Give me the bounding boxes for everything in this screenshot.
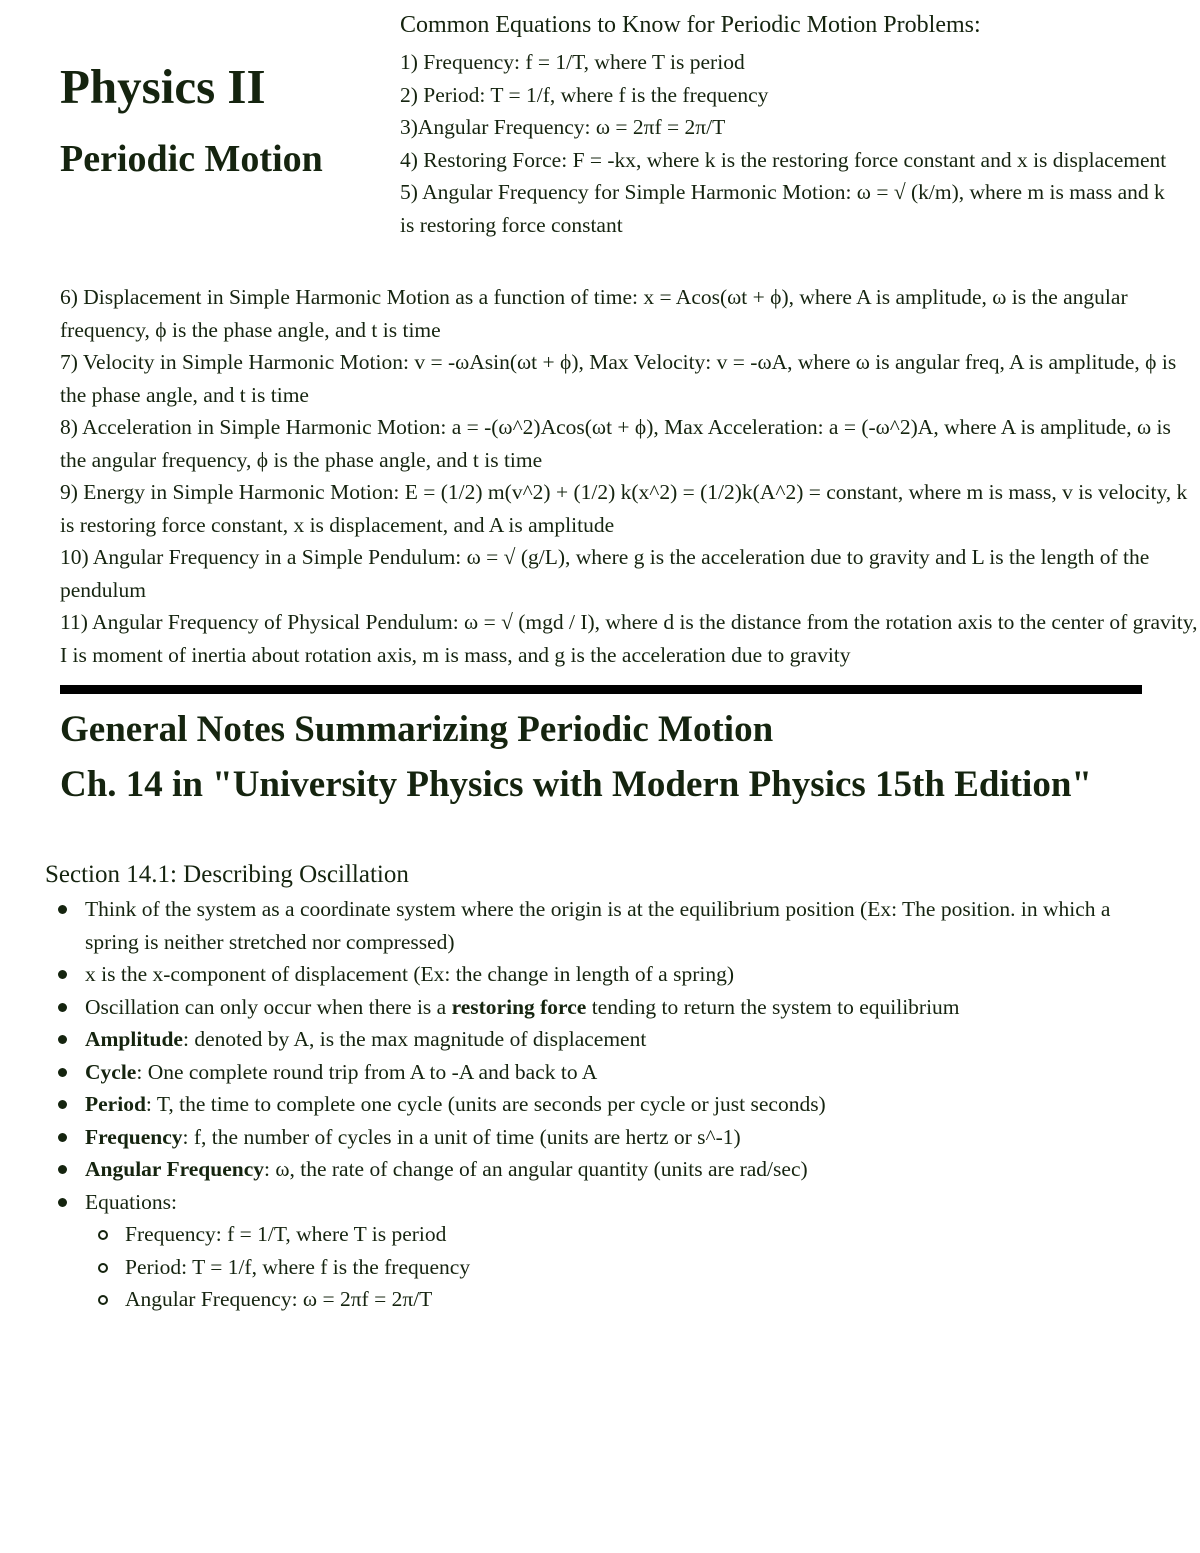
bullet-icon [58, 970, 67, 979]
equation-item: 1) Frequency: f = 1/T, where T is period [400, 50, 745, 74]
bullet-term: Amplitude [85, 1027, 183, 1051]
bullet-text: Equations: [85, 1189, 177, 1214]
bullet-text: Oscillation can only occur when there is a [85, 994, 452, 1019]
equation-item: 3)Angular Frequency: ω = 2πf = 2π/T [400, 115, 726, 139]
list-item [45, 1023, 1165, 1056]
circle-bullet-icon [98, 1295, 108, 1305]
notes-bullet-list [45, 893, 1165, 1316]
bullet-icon [58, 1100, 67, 1109]
sub-list-item [85, 1218, 1165, 1251]
equations-list-continued [60, 281, 1198, 671]
bullet-icon [58, 1165, 67, 1174]
bullet-text: : f, the number of cycles in a unit of time (units are hertz or s^-1) [182, 1124, 741, 1149]
equation-item: 4) Restoring Force: F = -kx, where k is the restoring force constant and x is displacement [400, 147, 1167, 172]
bullet-text: : ω, the rate of change of an angular quantity (units are rad/sec) [263, 1157, 808, 1181]
bullet-text: : One complete round trip from A to -A and back to A [136, 1059, 598, 1084]
sub-bullet-text: Frequency: f = 1/T, where T is period [125, 1222, 447, 1246]
sub-list-item [85, 1251, 1165, 1284]
equation-item: 9) Energy in Simple Harmonic Motion: E = (1/2) m(v^2) + (1/2) k(x^2) = (1/2)k(A^2) = constant, where m is mass, v is velocity, k is restoring force constant, x is displacement, and A is amplitude [60, 480, 1188, 537]
bullet-icon [58, 1035, 67, 1044]
list-item [45, 1186, 1165, 1316]
circle-bullet-icon [98, 1230, 108, 1240]
bullet-term: Frequency [85, 1124, 183, 1149]
notes-subtitle: Ch. 14 in "University Physics with Modern Physics 15th Edition" [60, 764, 1092, 805]
circle-bullet-icon [98, 1263, 108, 1273]
bullet-text: tending to return the system to equilibrium [586, 994, 960, 1019]
bullet-term: Cycle [85, 1059, 137, 1084]
list-item [45, 1056, 1165, 1089]
list-item [45, 958, 1165, 991]
list-item [45, 1153, 1165, 1186]
section-14-1 [45, 857, 1165, 1316]
bullet-icon [58, 1068, 67, 1077]
equations-heading: Common Equations to Know for Periodic Motion Problems: [400, 12, 981, 38]
sub-list-item [85, 1283, 1165, 1316]
page-subtitle: Periodic Motion [60, 138, 323, 180]
equations-sub-list [85, 1218, 1165, 1316]
equations-list [400, 8, 1170, 241]
list-item [45, 991, 1165, 1024]
bullet-term: Period [85, 1092, 146, 1116]
equation-item: 7) Velocity in Simple Harmonic Motion: v = -ωAsin(ωt + ϕ), Max Velocity: v = -ωA, where ω is angular freq, A is amplitude, ϕ is the phase angle, and t is time [60, 350, 1177, 407]
equation-item: 2) Period: T = 1/f, where f is the frequency [400, 82, 769, 107]
bullet-text: : denoted by A, is the max magnitude of displacement [182, 1027, 647, 1051]
notes-title: General Notes Summarizing Periodic Motion [60, 709, 774, 750]
bullet-icon [58, 1133, 67, 1142]
bullet-icon [58, 905, 67, 914]
bullet-text: x is the x-component of displacement (Ex: the change in length of a spring) [85, 962, 734, 986]
sub-bullet-text: Angular Frequency: ω = 2πf = 2π/T [125, 1287, 433, 1311]
bullet-term: restoring force [451, 994, 587, 1019]
equation-item: 6) Displacement in Simple Harmonic Motion as a function of time: x = Acos(ωt + ϕ), where A is amplitude, ω is the angular frequency, ϕ is the phase angle, and t is time [60, 285, 1128, 342]
bullet-term: Angular Frequency [85, 1157, 264, 1181]
list-item [45, 1088, 1165, 1121]
bullet-text: : T, the time to complete one cycle (units are seconds per cycle or just seconds) [145, 1092, 826, 1116]
section-divider [60, 685, 1142, 694]
bullet-icon [58, 1198, 67, 1207]
page-title: Physics II [60, 59, 266, 114]
list-item [45, 893, 1165, 958]
bullet-icon [58, 1003, 67, 1012]
section-heading: Section 14.1: Describing Oscillation [45, 861, 409, 888]
list-item [45, 1121, 1165, 1154]
equation-item: 8) Acceleration in Simple Harmonic Motion: a = -(ω^2)Acos(ωt + ϕ), Max Acceleration: a = (-ω^2)A, where A is amplitude, ω is the angular frequency, ϕ is the phase angle, and t is time [60, 415, 1171, 472]
bullet-text: Think of the system as a coordinate system where the origin is at the equilibrium position (Ex: The position. in which a spring is neither stretched nor compressed) [85, 897, 1111, 954]
equation-item: 10) Angular Frequency in a Simple Pendulum: ω = √ (g/L), where g is the acceleration due to gravity and L is the length of the pendulum [60, 545, 1150, 602]
equation-item: 11) Angular Frequency of Physical Pendulum: ω = √ (mgd / I), where d is the distance from the rotation axis to the center of gravity, I is moment of inertia about rotation axis, m is mass, and g is the acceleration due to gravity [60, 610, 1198, 667]
sub-bullet-text: Period: T = 1/f, where f is the frequency [125, 1254, 471, 1279]
equation-item: 5) Angular Frequency for Simple Harmonic Motion: ω = √ (k/m), where m is mass and k is restoring force constant [400, 180, 1165, 237]
